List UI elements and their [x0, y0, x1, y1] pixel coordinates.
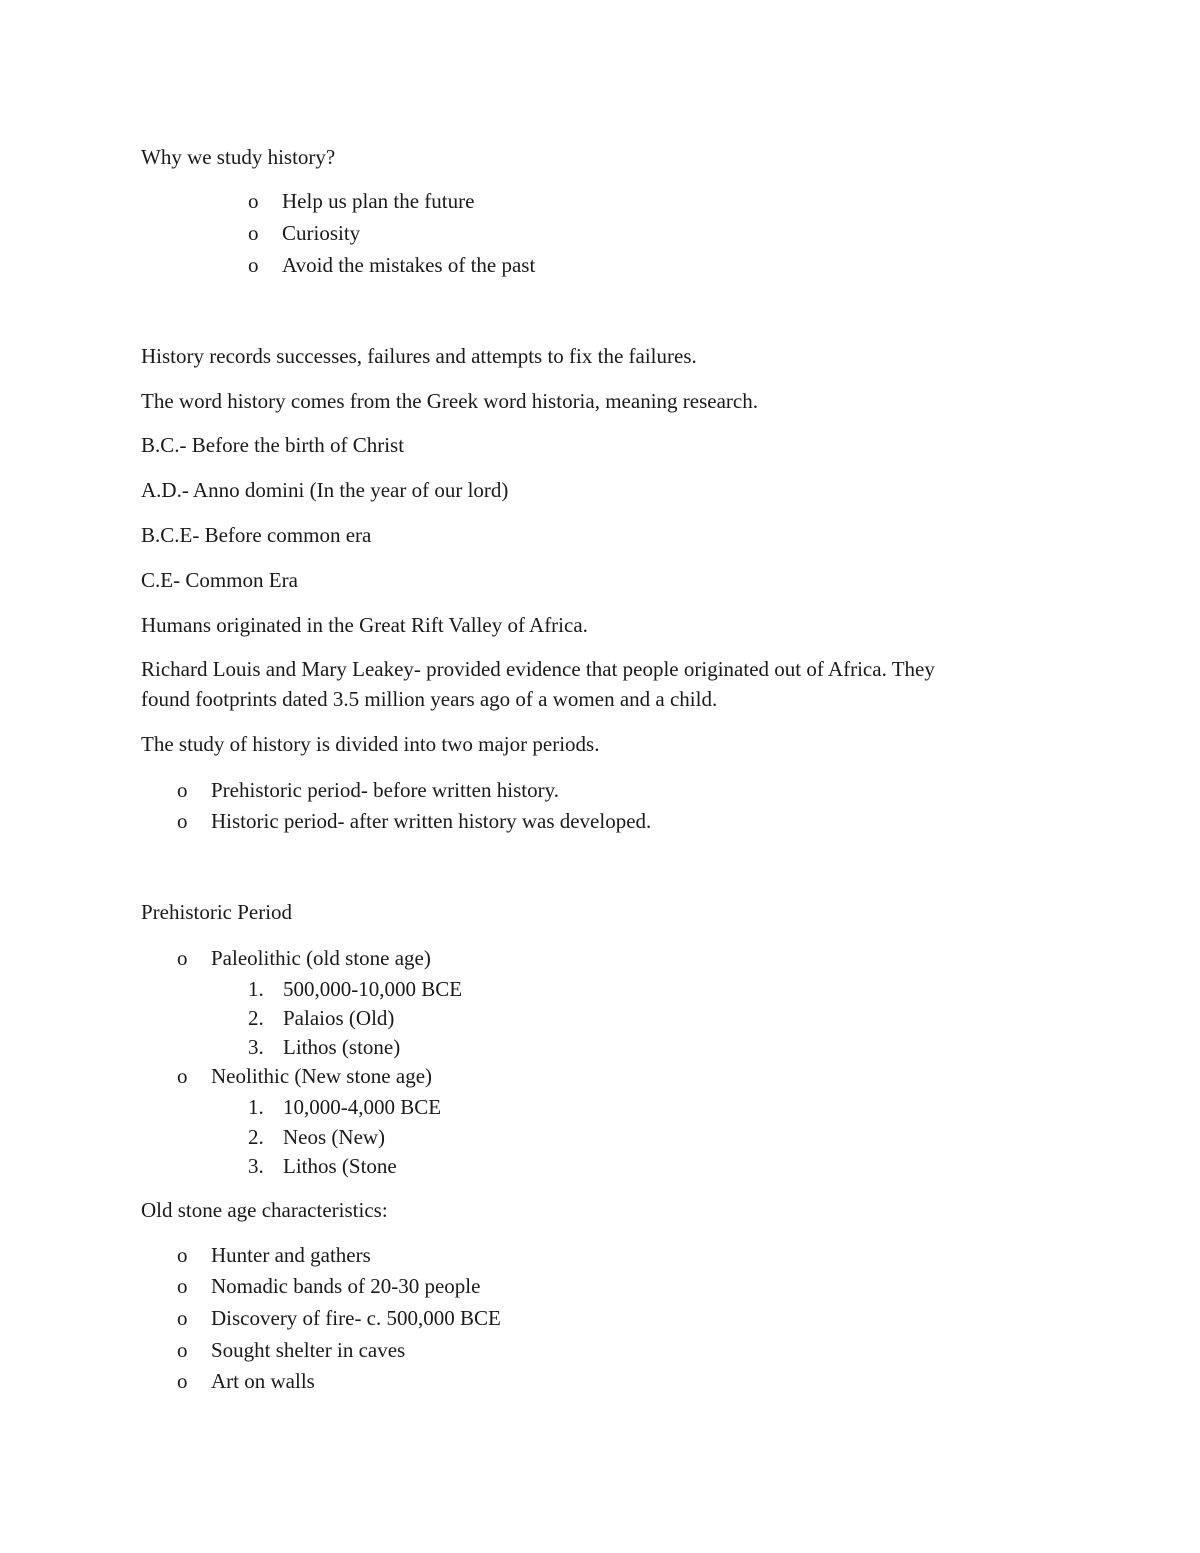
list-number: 3. [248, 1035, 264, 1059]
intro-heading: Why we study history? [141, 145, 336, 169]
characteristic-item: Discovery of fire- c. 500,000 BCE [211, 1306, 501, 1330]
bullet-marker: o [177, 1064, 188, 1088]
bullet-marker: o [248, 253, 259, 277]
bullet-marker: o [177, 1369, 188, 1393]
reason-item: Help us plan the future [282, 189, 475, 213]
paragraph: Humans originated in the Great Rift Valley of Africa. [141, 613, 588, 637]
bullet-marker: o [177, 1243, 188, 1267]
period-item: Historic period- after written history was developed. [211, 809, 652, 833]
paragraph: B.C.- Before the birth of Christ [141, 433, 405, 457]
list-number: 1. [248, 1095, 264, 1119]
paragraph: History records successes, failures and attempts to fix the failures. [141, 344, 697, 368]
list-item: Palaios (Old) [283, 1006, 395, 1030]
characteristic-item: Art on walls [211, 1369, 315, 1393]
characteristic-item: Hunter and gathers [211, 1243, 371, 1267]
list-item: Lithos (stone) [283, 1035, 401, 1059]
paragraph-line: found footprints dated 3.5 million years ago of a women and a child. [141, 687, 718, 711]
paragraph: The study of history is divided into two major periods. [141, 732, 600, 756]
bullet-marker: o [177, 946, 188, 970]
bullet-marker: o [248, 189, 259, 213]
list-item: Lithos (Stone [283, 1154, 397, 1178]
list-item: Neos (New) [283, 1125, 386, 1149]
list-number: 3. [248, 1154, 264, 1178]
list-number: 2. [248, 1006, 264, 1030]
list-number: 1. [248, 977, 264, 1001]
list-number: 2. [248, 1125, 264, 1149]
characteristic-item: Nomadic bands of 20-30 people [211, 1274, 481, 1298]
paleolithic-item: Paleolithic (old stone age) [211, 946, 431, 970]
bullet-marker: o [177, 1306, 188, 1330]
list-item: 10,000-4,000 BCE [283, 1095, 442, 1119]
paragraph: B.C.E- Before common era [141, 523, 372, 547]
bullet-marker: o [177, 809, 188, 833]
reason-item: Curiosity [282, 221, 361, 245]
paragraph: A.D.- Anno domini (In the year of our lord) [141, 478, 509, 502]
neolithic-item: Neolithic (New stone age) [211, 1064, 433, 1088]
bullet-marker: o [177, 778, 188, 802]
list-item: 500,000-10,000 BCE [283, 977, 463, 1001]
paragraph: The word history comes from the Greek word historia, meaning research. [141, 389, 758, 413]
characteristic-item: Sought shelter in caves [211, 1338, 406, 1362]
bullet-marker: o [177, 1274, 188, 1298]
bullet-marker: o [177, 1338, 188, 1362]
section-heading: Old stone age characteristics: [141, 1198, 388, 1222]
reason-item: Avoid the mistakes of the past [282, 253, 536, 277]
bullet-marker: o [248, 221, 259, 245]
section-heading: Prehistoric Period [141, 900, 293, 924]
paragraph-line: Richard Louis and Mary Leakey- provided evidence that people originated out of Africa. They [141, 657, 935, 681]
period-item: Prehistoric period- before written history. [211, 778, 559, 802]
paragraph: C.E- Common Era [141, 568, 298, 592]
